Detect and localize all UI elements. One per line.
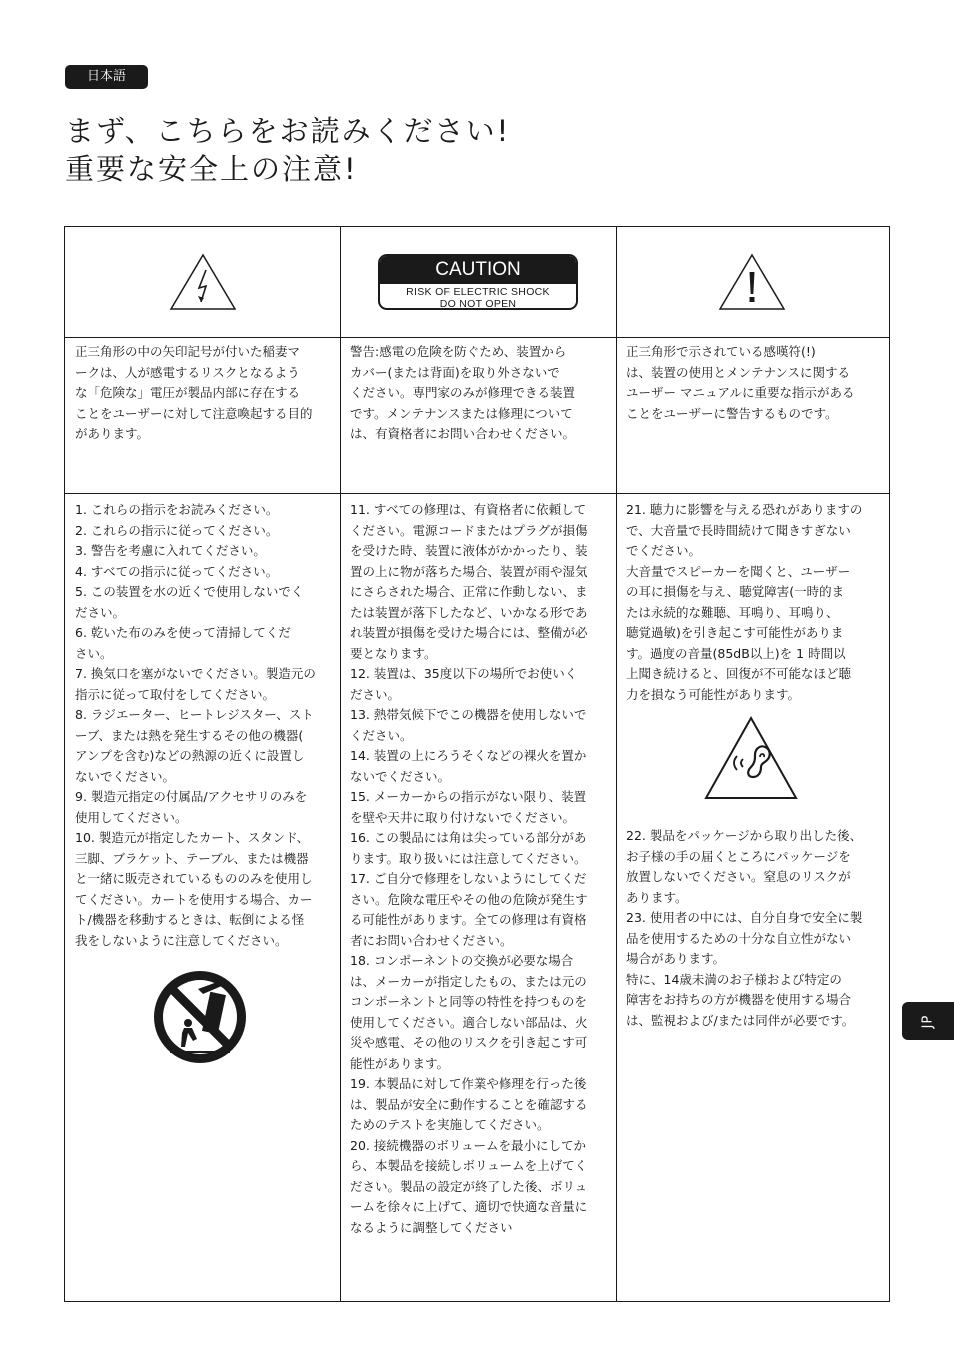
page-title <box>65 112 510 188</box>
caution-heading: CAUTION <box>380 256 576 284</box>
lightning-symbol-description: 正三角形の中の矢印記号が付いた稲妻マ ークは、人が感電するリスクとなるよう な「危険な」電圧が製品内部に存在する ことをユーザーに対して注意喚起する目的 があります。 <box>75 344 313 441</box>
title-line-2: 重要な安全上の注意! <box>65 152 358 186</box>
instructions-22-23: 22. 製品をパッケージから取り出した後、 お子様の手の届くところにパッケージを 放置しないでください。窒息のリスクが あります。 23. 使用者の中には、自分自身で安全に製 品を使用するための十分な自立性がない 場合があります。 特に、14歳未満のお子様および特定の 障害をお持ちの方が機器を使用する場合 は、監視および/または同伴が必要です。 <box>626 828 863 1028</box>
caution-subtext <box>380 284 576 310</box>
instructions-11-20: 11. すべての修理は、有資格者に依頼して ください。電源コードまたはプラグが損傷 を受けた時、装置に液体がかかったり、装 置の上に物が落ちた場合、装置が雨や湿気 にさらされた場合、正常に作動しない、ま たは装置が落下したなど、いかなる形であ れ装置が損傷を受けた場合には、整備が必 要となります。 12. 装置は、35度以下の場所でお使いく ださい。 13. 熱帯気候下でこの機器を使用しないで ください。 14. 装置の上にろうそくなどの裸火を置か ないでください。 15. メーカーからの指示がない限り、装置 を壁や天井に取り付けないでください。 16. この製品には角は尖っている部分があ ります。取り扱いには注意してください。 17. ご自分で修理をしないようにしてくだ さい。危険な電圧やその他の危険が発生す る可能性があります。全ての修理は有資格 者にお問い合わせください。 18. コンポーネントの交換が必要な場合 は、メーカーが指定したもの、または元の コンポーネントと同等の特性を持つものを 使用してください。適合しない部品は、火 災や感電、その他のリスクを引き起こす可 能性があります。 19. 本製品に対して作業や修理を行った後 は、製品が安全に動作することを確認する ためのテストを実施してください。 20. 接続機器のボリュームを最小にしてか ら、本製品を接続しボリュームを上げてく ださい。製品の設定が終了した後、ボリュ ームを徐々に上げて、適切で快適な音量に なるように調整してください <box>350 502 588 1235</box>
hearing-warning-icon <box>703 715 799 801</box>
caution-line-2: DO NOT OPEN <box>439 298 517 310</box>
caution-line-1: RISK OF ELECTRIC SHOCK <box>406 286 550 298</box>
cart-tipover-icon <box>150 967 250 1067</box>
row-divider <box>65 337 889 338</box>
exclamation-triangle-icon <box>717 252 787 312</box>
symbol-cell-caution <box>340 227 616 337</box>
exclamation-symbol-description: 正三角形で示されている感嘆符(!) は、装置の使用とメンテナンスに関する ユーザー マニュアルに重要な指示がある ことをユーザーに警告するものです。 <box>626 344 855 421</box>
safety-table <box>64 226 890 1302</box>
side-tab-label: JP <box>920 1014 936 1028</box>
row-divider <box>65 493 889 494</box>
instructions-21: 21. 聴力に影響を与える恐れがありますの で、大音量で長時間続けて聞きすぎない でください。 大音量でスピーカーを聞くと、ユーザー の耳に損傷を与え、聴覚障害(一時的ま たは永続的な難聴、耳鳴り、耳鳴り、 聴覚過敏)を引き起こす可能性がありま す。過度の音量(85dB以上)を 1 時間以 上聞き続けると、回復が不可能なほど聴 力を損なう可能性があります。 <box>626 502 863 702</box>
language-side-tab <box>902 1002 954 1040</box>
title-line-1: まず、こちらをお読みください! <box>65 114 511 148</box>
caution-label <box>378 254 578 310</box>
caution-label-description: 警告:感電の危険を防ぐため、装置から カバー(または背面)を取り外さないで ください。専門家のみが修理できる装置 です。メンテナンスまたは修理について は、有資格者にお問い合わせください。 <box>350 344 576 441</box>
lightning-triangle-icon <box>168 252 238 312</box>
language-badge: 日本語 <box>65 65 148 89</box>
symbol-cell-lightning <box>65 227 340 337</box>
instructions-1-10: 1. これらの指示をお読みください。 2. これらの指示に従ってください。 3. 警告を考慮に入れてください。 4. すべての指示に従ってください。 5. この装置を水の近くで使用しないでく ださい。 6. 乾いた布のみを使って清掃してくだ さい。 7. 換気口を塞がないでください。製造元の 指示に従って取付をしてください。 8. ラジエーター、ヒートレジスター、スト ーブ、または熱を発生するその他の機器( アンプを含む)などの熱源の近くに設置し ないでください。 9. 製造元指定の付属品/アクセサリのみを 使用してください。 10. 製造元が指定したカート、スタンド、 三脚、ブラケット、テーブル、または機器 と一緒に販売されているもののみを使用し てください。カートを使用する場合、カー ト/機器を移動するときは、転倒による怪 我をしないように注意してください。 <box>75 502 316 948</box>
symbol-cell-exclamation <box>616 227 888 337</box>
